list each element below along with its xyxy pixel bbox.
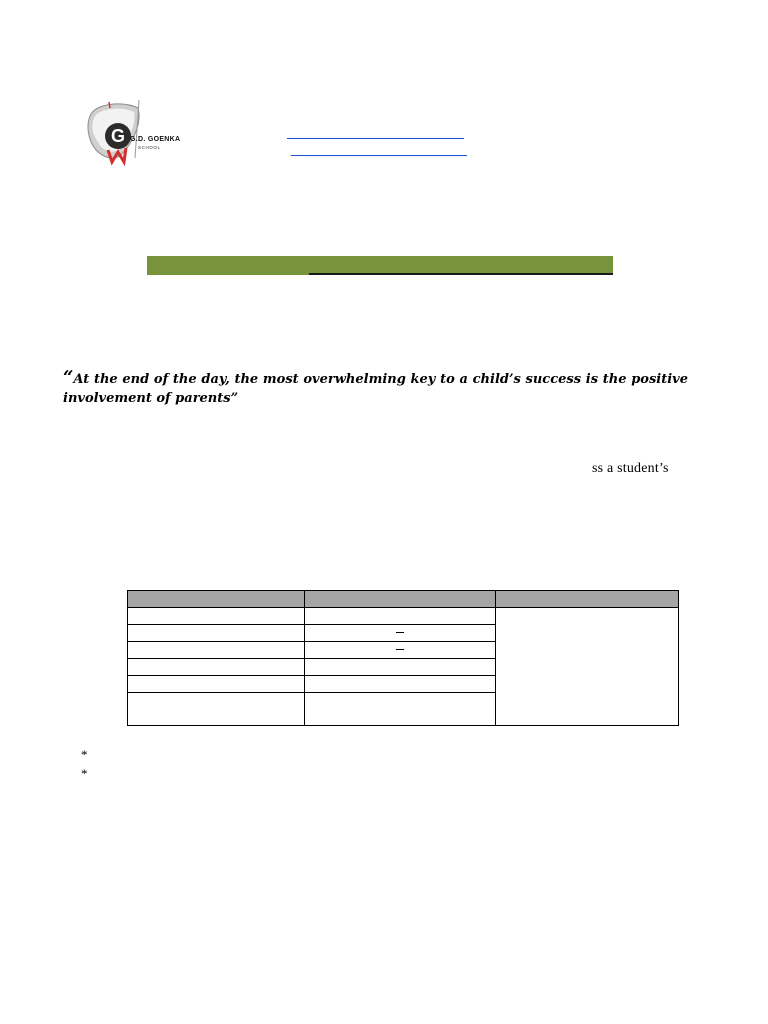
banner-underline xyxy=(309,273,613,275)
table-cell xyxy=(128,642,305,659)
quote-text: At the end of the day, the most overwhelming key to a child’s success is the positive involvement of parents” xyxy=(63,372,688,406)
svg-text:G: G xyxy=(110,126,126,146)
table-header-cell xyxy=(305,591,496,608)
table-cell xyxy=(305,625,496,642)
dash-mark xyxy=(396,649,404,650)
info-table xyxy=(127,590,679,726)
bullet-marker: * xyxy=(81,747,88,762)
table-cell xyxy=(305,676,496,693)
table-cell xyxy=(305,659,496,676)
table-row xyxy=(128,608,679,625)
body-text-fragment: ss a student’s xyxy=(592,461,669,476)
quote-block xyxy=(63,368,688,408)
table-merged-cell xyxy=(496,608,679,726)
logo-sub-text: SCHOOL xyxy=(138,145,161,150)
table-cell xyxy=(305,642,496,659)
table-cell xyxy=(128,608,305,625)
table-cell xyxy=(128,693,305,726)
table-cell xyxy=(128,676,305,693)
dash-mark xyxy=(396,632,404,633)
hyperlink-underline[interactable] xyxy=(287,138,464,139)
logo-brand-text: G.D. GOENKA xyxy=(130,136,181,143)
table-header-cell xyxy=(496,591,679,608)
bullet-marker: * xyxy=(81,766,88,781)
table-cell xyxy=(305,693,496,726)
school-crest-icon xyxy=(82,98,144,166)
table-cell xyxy=(305,608,496,625)
table-header-cell xyxy=(128,591,305,608)
school-logo xyxy=(82,98,182,166)
quote-open-mark: “ xyxy=(63,367,74,388)
table-cell xyxy=(128,625,305,642)
hyperlink-underline[interactable] xyxy=(291,155,467,156)
table-header-row xyxy=(128,591,679,608)
table-cell xyxy=(128,659,305,676)
